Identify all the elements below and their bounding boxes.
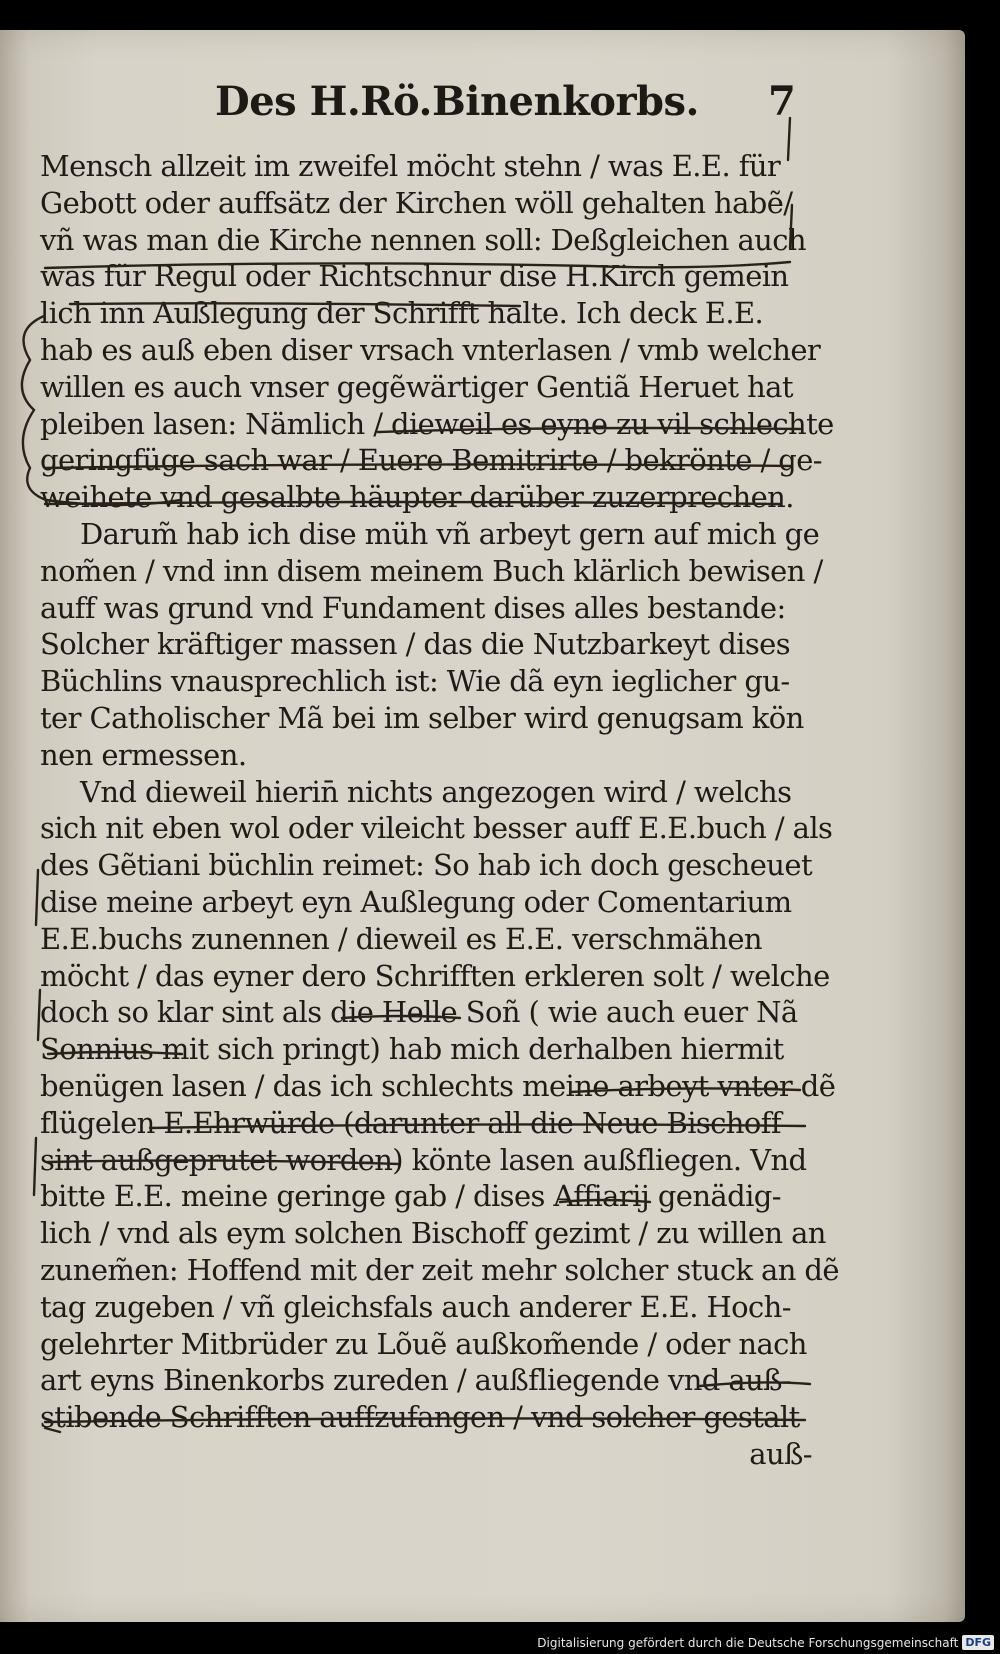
text-line: stibende Schrifften auffzufangen / vnd solcher gestalt xyxy=(40,1400,800,1435)
page-number: 7 xyxy=(768,78,796,125)
text-line: lich inn Außlegung der Schrifft halte. Ich deck E.E. xyxy=(40,296,764,331)
text-line: doch so klar sint als die Helle Soñ ( wie auch euer Nã xyxy=(40,995,798,1030)
text-line: möcht / das eyner dero Schrifften erkleren solt / welche xyxy=(40,958,830,993)
text-line: bitte E.E. meine geringe gab / dises Affiarij genädig- xyxy=(40,1179,781,1214)
text-line: gelehrter Mitbrüder zu Lõuẽ außkom̃ende / oder nach xyxy=(40,1326,807,1361)
catchword: auß- xyxy=(749,1436,812,1471)
margin-stroke xyxy=(36,870,38,925)
text-line: tag zugeben / vñ gleichsfals auch anderer E.E. Hoch- xyxy=(40,1289,791,1324)
text-line: des Gẽtiani büchlin reimet: So hab ich doch gescheuet xyxy=(40,848,813,883)
text-line: auff was grund vnd Fundament dises alles bestande: xyxy=(40,590,786,625)
credit-text: Digitalisierung gefördert durch die Deutsche Forschungsgemeinschaft xyxy=(537,1635,959,1650)
text-line: sich nit eben wol oder vileicht besser auff E.E.buch / als xyxy=(40,811,833,846)
text-line: hab es auß eben diser vrsach vnterlasen / vmb welcher xyxy=(40,332,821,367)
text-line: vñ was man die Kirche nennen soll: Deßgleichen auch xyxy=(40,222,806,257)
text-line: lich / vnd als eym solchen Bischoff gezimt / zu willen an xyxy=(40,1216,826,1251)
text-line: art eyns Binenkorbs zureden / außfliegende vnd auß- xyxy=(40,1363,792,1398)
text-line: sint außgeprutet worden) könte lasen außfliegen. Vnd xyxy=(40,1142,807,1177)
text-line: benügen lasen / das ich schlechts meine arbeyt vnter dẽ xyxy=(40,1068,836,1103)
text-line: pleiben lasen: Nämlich / dieweil es eyne zu vil schlechte xyxy=(40,406,834,441)
text-line: Vnd dieweil hierin̄ nichts angezogen wird / welchs xyxy=(80,774,792,809)
body-text xyxy=(40,148,839,1473)
text-line: Solcher kräftiger massen / das die Nutzbarkeyt dises xyxy=(40,627,790,662)
book-page xyxy=(0,30,965,1622)
text-line: Darum̃ hab ich dise müh vñ arbeyt gern auf mich ge xyxy=(80,516,820,551)
margin-stroke xyxy=(34,1138,36,1195)
text-line: E.E.buchs zunennen / dieweil es E.E. verschmähen xyxy=(40,921,762,956)
text-line: Büchlins vnausprechlich ist: Wie dã eyn ieglicher gu- xyxy=(40,664,790,699)
text-line: was für Regul oder Richtschnur dise H.Kirch gemein xyxy=(40,259,789,294)
digitization-credit xyxy=(537,1635,994,1650)
running-title: Des H.Rö.Binenkorbs. xyxy=(215,78,699,125)
text-line: nen ermessen. xyxy=(40,737,247,772)
text-line: ter Catholischer Mã bei im selber wird genugsam kön xyxy=(40,700,804,735)
text-line: Gebott oder auffsätz der Kirchen wöll gehalten habẽ/ xyxy=(40,185,793,220)
text-line: weihete vnd gesalbte häupter darüber zuzerprechen. xyxy=(40,480,794,515)
text-line: nom̃en / vnd inn disem meinem Buch klärlich bewisen / xyxy=(40,553,823,588)
page-header xyxy=(215,78,815,134)
text-line: geringfüge sach war / Euere Bemitrirte / bekrönte / ge- xyxy=(40,443,822,478)
dfg-logo: DFG xyxy=(962,1635,994,1650)
text-line: zunem̃en: Hoffend mit der zeit mehr solcher stuck an dẽ xyxy=(40,1252,839,1287)
text-line: willen es auch vnser gegẽwärtiger Gentiã Heruet hat xyxy=(40,369,793,404)
text-line: dise meine arbeyt eyn Außlegung oder Comentarium xyxy=(40,884,792,919)
text-line: Sonnius mit sich pringt) hab mich derhalben hiermit xyxy=(40,1032,784,1067)
text-line: flügelen E.Ehrwürde (darunter all die Neue Bischoff xyxy=(40,1105,782,1140)
text-line: Mensch allzeit im zweifel möcht stehn / was E.E. für xyxy=(40,149,781,183)
